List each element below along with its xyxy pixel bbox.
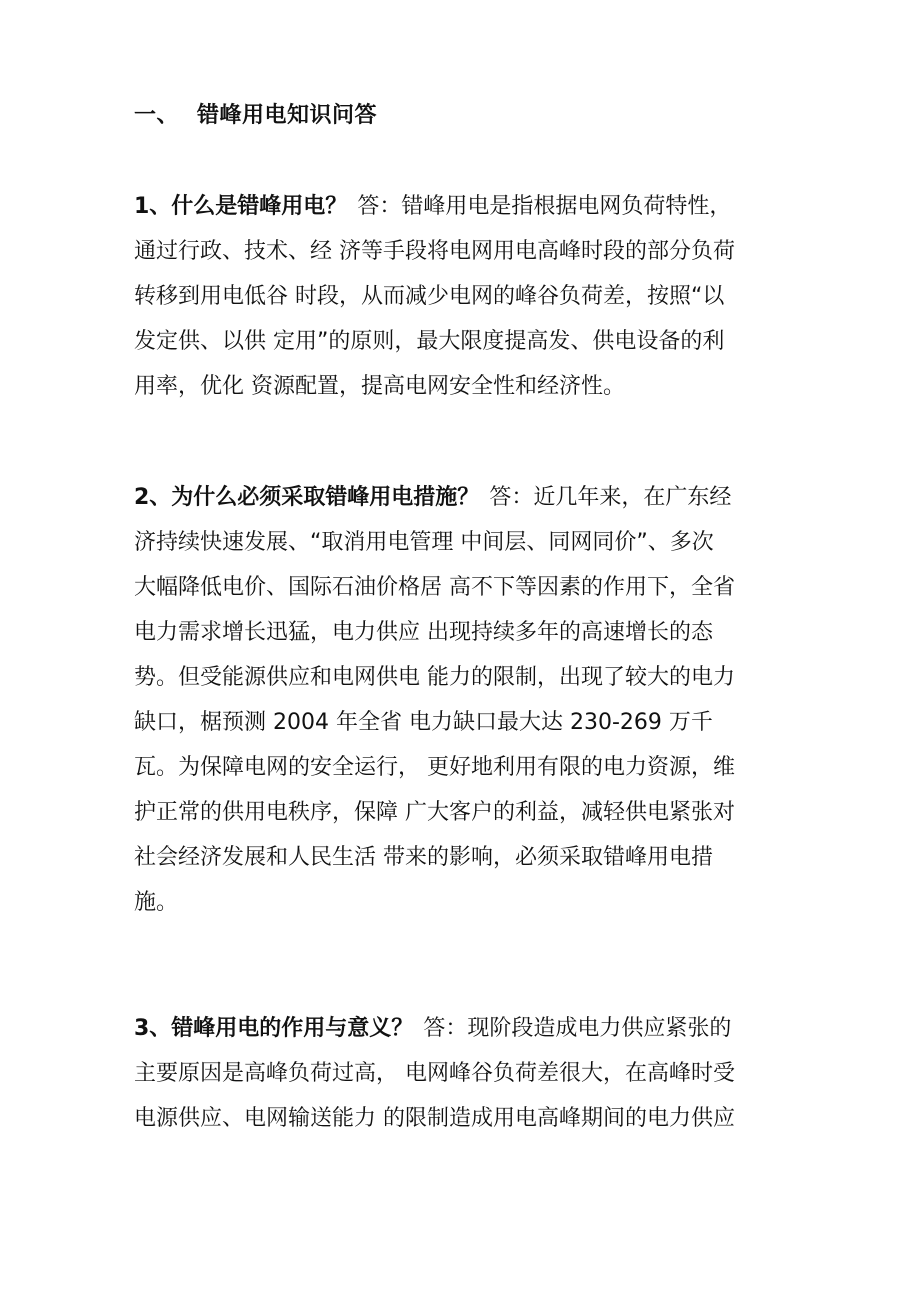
qa-section-1	[134, 184, 794, 409]
answer-line: 大幅降低电价、国际石油价格居 高不下等因素的作用下，全省	[134, 575, 735, 600]
qa-line	[134, 184, 794, 229]
answer-line: 社会经济发展和人民生活 带来的影响，必须采取错峰用电措	[134, 845, 713, 870]
answer-line: 电力需求增长迅猛，电力供应 出现持续多年的高速增长的态	[134, 620, 713, 645]
answer-label: 答：	[357, 194, 402, 219]
heading-title: 错峰用电知识问答	[197, 103, 378, 128]
answer-line: 势。但受能源供应和电网供电 能力的限制，出现了较大的电力	[134, 665, 735, 690]
answer-line: 通过行政、技术、经 济等手段将电网用电高峰时段的部分负荷	[134, 239, 735, 264]
answer-label: 答：	[489, 485, 534, 510]
qa-section-3	[134, 1006, 794, 1141]
qa-section-2	[134, 475, 794, 925]
answer-line: 护正常的供用电秩序，保障 广大客户的利益，减轻供电紧张对	[134, 800, 735, 825]
answer-line: 主要原因是高峰负荷过高， 电网峰谷负荷差很大，在高峰时受	[134, 1061, 735, 1086]
answer-line: 济持续快速发展、“取消用电管理 中间层、同网同价”、多次	[134, 530, 714, 555]
answer-line: 电源供应、电网输送能力 的限制造成用电高峰期间的电力供应	[134, 1106, 735, 1131]
answer-line: 发定供、以供 定用”的原则，最大限度提高发、供电设备的利	[134, 329, 725, 354]
answer-line: 近几年来，在广东经	[533, 485, 732, 510]
answer-line: 施。	[134, 890, 179, 915]
answer-line: 现阶段造成电力供应紧张的	[467, 1016, 732, 1041]
answer-line: 转移到用电低谷 时段，从而减少电网的峰谷负荷差，按照“以	[134, 284, 725, 309]
question-text: 2、为什么必须采取错峰用电措施？	[134, 485, 480, 510]
answer-label: 答：	[423, 1016, 468, 1041]
heading-number: 一、	[134, 103, 180, 128]
answer-line: 用率，优化 资源配置，提高电网安全性和经济性。	[134, 374, 625, 399]
qa-line	[134, 1006, 794, 1051]
answer-line: 错峰用电是指根据电网负荷特性，	[401, 194, 732, 219]
section-heading	[134, 98, 377, 129]
question-text: 3、错峰用电的作用与意义？	[134, 1016, 414, 1041]
question-text: 1、什么是错峰用电？	[134, 194, 348, 219]
answer-line: 缺口，椐预测 2004 年全省 电力缺口最大达 230-269 万千	[134, 710, 713, 735]
qa-line	[134, 475, 794, 520]
answer-line: 瓦。为保障电网的安全运行， 更好地利用有限的电力资源，维	[134, 755, 735, 780]
